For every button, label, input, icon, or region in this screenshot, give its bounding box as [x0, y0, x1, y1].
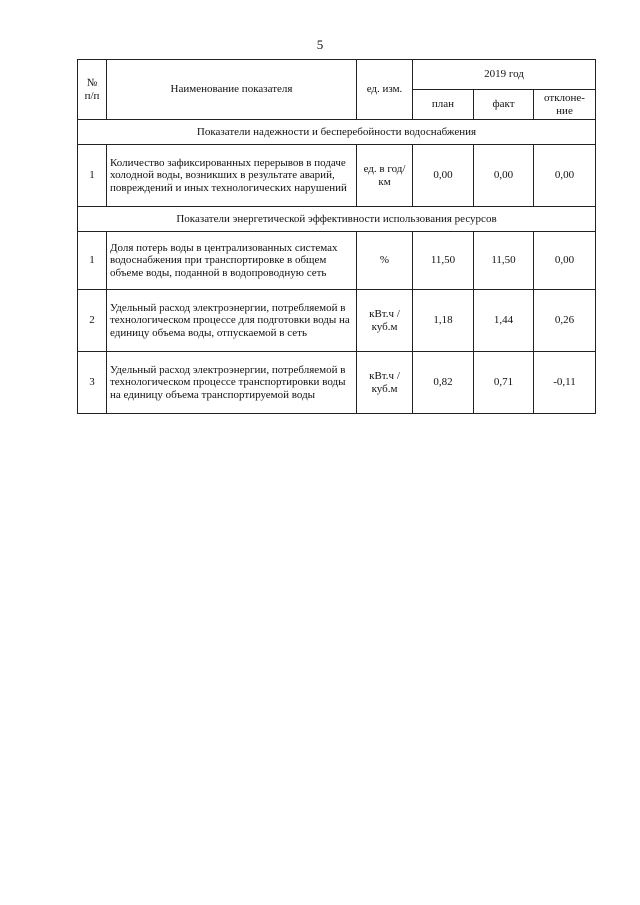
row-unit: ед. в год/ км: [357, 145, 413, 207]
row-num: 1: [78, 145, 107, 207]
row-num: 3: [78, 352, 107, 414]
page-number: 5: [316, 37, 324, 52]
header-plan: план: [413, 90, 474, 120]
row-plan: 11,50: [413, 232, 474, 290]
row-fact: 0,71: [474, 352, 534, 414]
row-plan: 0,00: [413, 145, 474, 207]
row-unit: кВт.ч / куб.м: [357, 352, 413, 414]
row-num: 2: [78, 290, 107, 352]
row-deviation: -0,11: [534, 352, 596, 414]
row-name: Удельный расход электроэнергии, потребляемой в технологическом процессе транспортировки воды на единицу объема транспортируемой воды: [107, 352, 357, 414]
row-name: Удельный расход электроэнергии, потребляемой в технологическом процессе для подготовки воды на единицу объема воды, отпускаемой в сеть: [107, 290, 357, 352]
header-fact: факт: [474, 90, 534, 120]
row-fact: 11,50: [474, 232, 534, 290]
section-title: Показатели надежности и бесперебойности водоснабжения: [78, 120, 596, 145]
table-row: [78, 352, 596, 414]
row-fact: 0,00: [474, 145, 534, 207]
row-name: Доля потерь воды в централизованных системах водоснабжения при транспортировке в общем объеме воды, поданной в водопроводную сеть: [107, 232, 357, 290]
row-plan: 0,82: [413, 352, 474, 414]
indicators-table: [77, 59, 596, 414]
row-unit: %: [357, 232, 413, 290]
header-num: № п/п: [78, 60, 107, 120]
header-name: Наименование показателя: [107, 60, 357, 120]
table-row: [78, 145, 596, 207]
row-deviation: 0,00: [534, 145, 596, 207]
header-deviation: отклоне- ние: [534, 90, 596, 120]
header-year: 2019 год: [413, 60, 596, 90]
row-name: Количество зафиксированных перерывов в подаче холодной воды, возникших в результате аварий, повреждений и иных технологических нарушений: [107, 145, 357, 207]
row-deviation: 0,26: [534, 290, 596, 352]
row-num: 1: [78, 232, 107, 290]
row-unit: кВт.ч / куб.м: [357, 290, 413, 352]
section-title: Показатели энергетической эффективности использования ресурсов: [78, 207, 596, 232]
row-plan: 1,18: [413, 290, 474, 352]
row-deviation: 0,00: [534, 232, 596, 290]
row-fact: 1,44: [474, 290, 534, 352]
table-row: [78, 290, 596, 352]
table-row: [78, 232, 596, 290]
header-unit: ед. изм.: [357, 60, 413, 120]
